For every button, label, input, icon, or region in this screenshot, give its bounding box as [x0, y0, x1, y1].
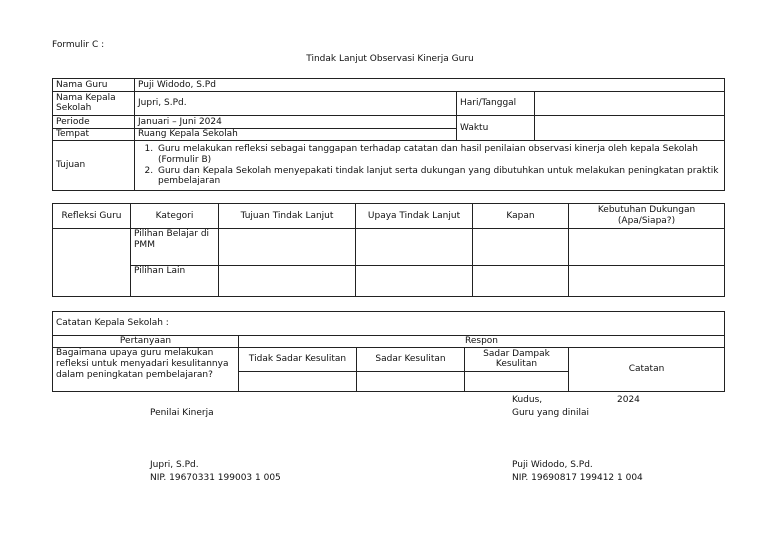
pertanyaan-header: Pertanyaan: [53, 336, 239, 348]
header-kategori: Kategori: [131, 204, 219, 229]
right-signer-nip: NIP. 19690817 199412 1 004: [512, 473, 643, 483]
kategori-lain: Pilihan Lain: [131, 266, 219, 297]
option-sadar-kesulitan: Sadar Kesulitan: [357, 347, 465, 371]
catatan-question: Bagaimana upaya guru melakukan refleksi untuk menyadari kesulitannya dalam peningkatan pembelajaran?: [53, 347, 239, 391]
header-refleksi-guru: Refleksi Guru: [53, 204, 131, 229]
option-sadar-dampak-kesulitan: Sadar Dampak Kesulitan: [465, 347, 569, 371]
page-title: Tindak Lanjut Observasi Kinerja Guru: [306, 54, 474, 64]
hari-tanggal-value: [535, 92, 725, 116]
kepala-label: Nama Kepala Sekolah: [53, 92, 135, 116]
waktu-value: [535, 116, 725, 141]
header-kapan: Kapan: [473, 204, 569, 229]
signature-year: 2024: [617, 395, 640, 405]
tujuan-item: 2. Guru dan Kepala Sekolah menyepakati tindak lanjut serta dukungan yang dibutuhkan untuk melakukan peningkatan praktik pembelajaran: [156, 166, 721, 188]
table-cell: [356, 266, 473, 297]
respon-header: Respon: [239, 336, 725, 348]
table-cell: [569, 266, 725, 297]
refleksi-cell: [53, 229, 131, 297]
catatan-table: [52, 311, 725, 392]
left-signer-role: Penilai Kinerja: [150, 408, 214, 418]
followup-table: [52, 203, 725, 297]
waktu-label: Waktu: [457, 116, 535, 141]
table-cell: [473, 229, 569, 266]
option-tidak-sadar-kesulitan: Tidak Sadar Kesulitan: [239, 347, 357, 371]
catatan-title: Catatan Kepala Sekolah :: [53, 312, 725, 336]
hari-tanggal-label: Hari/Tanggal: [457, 92, 535, 116]
table-cell: [219, 229, 356, 266]
table-cell: [356, 229, 473, 266]
tempat-value: Ruang Kepala Sekolah: [135, 129, 457, 141]
table-cell: [473, 266, 569, 297]
table-cell: [465, 371, 569, 391]
tujuan-list: [138, 144, 721, 187]
nama-guru-value: Puji Widodo, S.Pd: [135, 79, 725, 92]
header-upaya-tindak-lanjut: Upaya Tindak Lanjut: [356, 204, 473, 229]
periode-value: Januari – Juni 2024: [135, 116, 457, 129]
header-tujuan-tindak-lanjut: Tujuan Tindak Lanjut: [219, 204, 356, 229]
tujuan-item: 1. Guru melakukan refleksi sebagai tanggapan terhadap catatan dan hasil penilaian observasi kinerja oleh kepala Sekolah (Formulir B): [156, 144, 721, 166]
table-cell: [219, 266, 356, 297]
header-kebutuhan-dukungan: Kebutuhan Dukungan (Apa/Siapa?): [569, 204, 725, 229]
table-cell: [357, 371, 465, 391]
left-signer-nip: NIP. 19670331 199003 1 005: [150, 473, 281, 483]
place-date: Kudus,: [512, 395, 543, 405]
tujuan-label: Tujuan: [53, 141, 135, 191]
left-signer-name: Jupri, S.Pd.: [150, 460, 199, 470]
table-cell: [239, 371, 357, 391]
right-signer-name: Puji Widodo, S.Pd.: [512, 460, 593, 470]
kepala-value: Jupri, S.Pd.: [135, 92, 457, 116]
table-cell: [569, 229, 725, 266]
tempat-label: Tempat: [53, 129, 135, 141]
right-signer-role: Guru yang dinilai: [512, 408, 589, 418]
kategori-pmm: Pilihan Belajar di PMM: [131, 229, 219, 266]
form-label: Formulir C :: [52, 40, 105, 50]
catatan-header: Catatan: [569, 347, 725, 391]
nama-guru-label: Nama Guru: [53, 79, 135, 92]
info-table: [52, 78, 725, 191]
periode-label: Periode: [53, 116, 135, 129]
tujuan-list-cell: [135, 141, 725, 191]
